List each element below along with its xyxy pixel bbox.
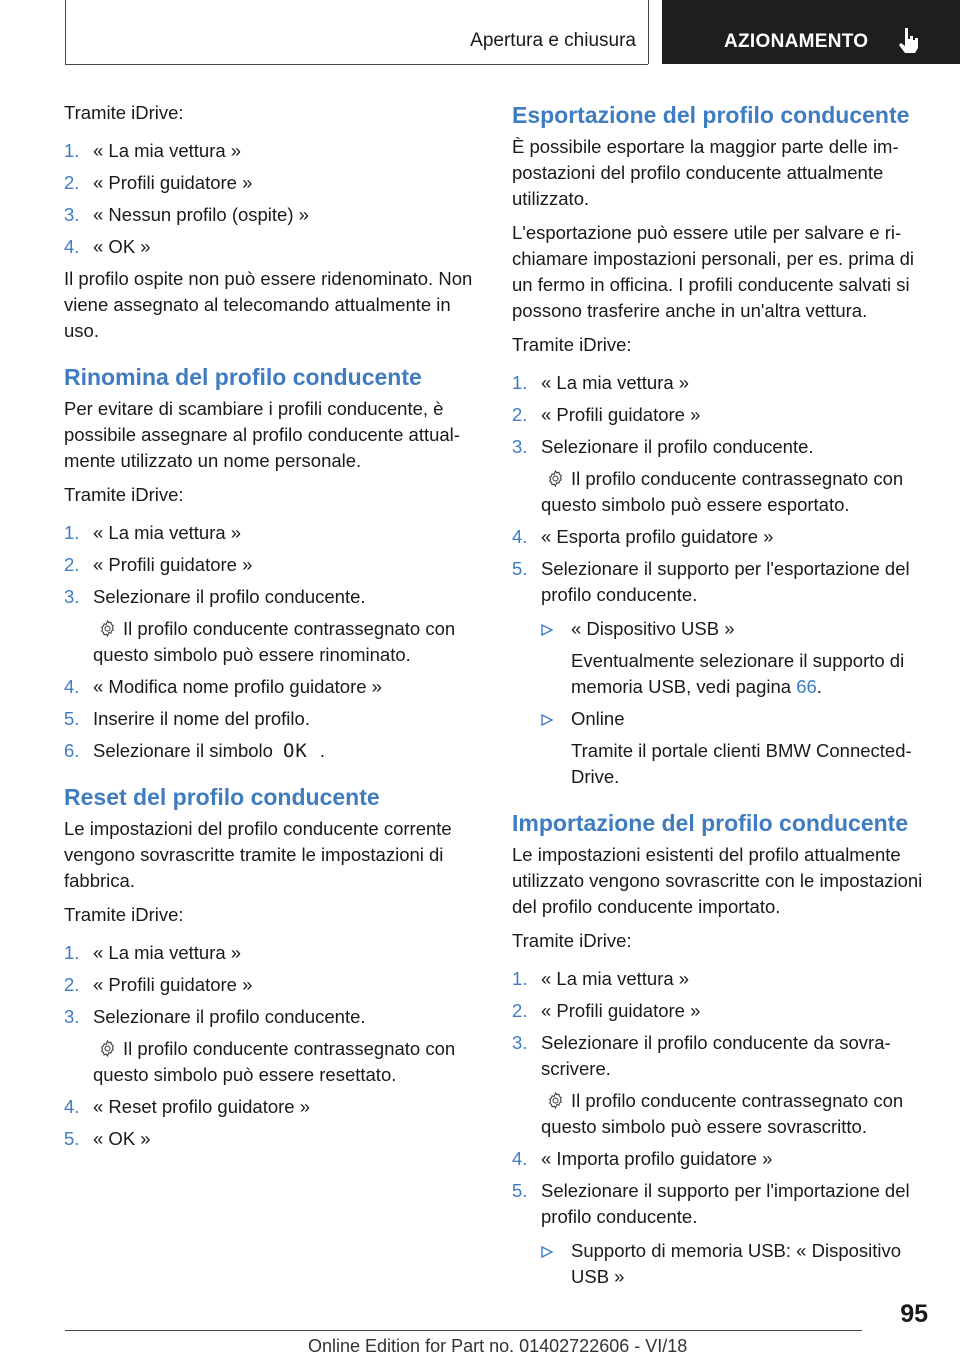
step-number: 4. — [512, 1148, 528, 1169]
list-item — [64, 138, 476, 164]
step-note-text: Il profilo conducente contrassegnato con questo simbolo può essere esportato. — [541, 468, 904, 515]
chapter-tab-label: AZIONAMENTO — [724, 31, 869, 52]
step-text: « La mia vettura » — [541, 372, 690, 393]
step-number: 5. — [64, 1128, 80, 1149]
list-item — [64, 940, 476, 966]
option-title: Supporto di memoria USB: « Dispositivo USB » — [571, 1240, 902, 1287]
section-body: Per evitare di scambiare i profili conducente, è possibile assegnare al profilo conducente attualmente utilizzato un nome personale. — [64, 398, 460, 471]
step-text: « Esporta profilo guidatore » — [541, 526, 774, 547]
step-number: 2. — [64, 554, 80, 575]
triangle-bullet-icon — [541, 1246, 553, 1258]
list-item — [512, 998, 928, 1024]
step-number: 4. — [64, 1096, 80, 1117]
list-item — [64, 1004, 476, 1088]
list-item — [64, 706, 476, 732]
option-title: « Dispositivo USB » — [571, 618, 735, 639]
step-number: 1. — [64, 942, 80, 963]
ok-symbol: OK — [282, 740, 308, 762]
list-item — [64, 170, 476, 196]
section-body-2: L'esportazione può essere utile per salvare e richiamare impostazioni personali, per es. prima di un fermo in officina. I profili conducente salvati si possono trasferire anche in un'altra vettura. — [512, 222, 915, 321]
hand-pointer-icon — [896, 26, 922, 54]
step-text: « Profili guidatore » — [93, 554, 253, 575]
step-number: 5. — [64, 708, 80, 729]
step-note — [541, 466, 928, 518]
step-text: « Profili guidatore » — [93, 974, 253, 995]
option-desc-end: . — [816, 676, 822, 697]
list-item — [512, 402, 928, 428]
step-text: Selezionare il simbolo — [93, 740, 273, 761]
step-text: Selezionare il profilo conducente da sovrascrivere. — [541, 1032, 891, 1079]
left-column — [64, 100, 476, 1158]
export-steps — [512, 370, 928, 790]
option-desc — [571, 648, 928, 700]
step-note-text: Il profilo conducente contrassegnato con questo simbolo può essere sovrascritto. — [541, 1090, 904, 1137]
gear-icon — [546, 469, 565, 488]
section-body: È possibile esportare la maggior parte delle impostazioni del profilo conducente attualmente utilizzato. — [512, 136, 899, 209]
step-note — [93, 1036, 476, 1088]
page-link[interactable]: 66 — [796, 676, 817, 697]
step-number: 4. — [64, 236, 80, 257]
step-text: Inserire il nome del profilo. — [93, 708, 310, 729]
step-text: Selezionare il profilo conducente. — [93, 1006, 366, 1027]
step-note — [541, 1088, 928, 1140]
step-number: 1. — [512, 372, 528, 393]
step-text: « OK » — [93, 236, 151, 257]
guest-note: Il profilo ospite non può essere ridenominato. Non viene assegnato al telecomando attualmente in uso. — [64, 268, 473, 341]
list-item — [64, 552, 476, 578]
section-body: Le impostazioni esistenti del profilo attualmente utilizzato vengono sovrascritte con le impostazioni del profilo conducente importato. — [512, 844, 923, 917]
step-number: 1. — [64, 140, 80, 161]
list-item — [512, 1030, 928, 1140]
step-text-end: . — [319, 740, 325, 761]
step-text: « Profili guidatore » — [541, 1000, 701, 1021]
gear-icon — [98, 1039, 117, 1058]
reset-steps — [64, 940, 476, 1152]
option-title: Online — [571, 708, 625, 729]
list-item — [512, 1178, 928, 1290]
footer-rule — [65, 1330, 862, 1331]
step-number: 1. — [512, 968, 528, 989]
step-text: « La mia vettura » — [93, 942, 242, 963]
step-text: « Reset profilo guidatore » — [93, 1096, 310, 1117]
step-text: Selezionare il profilo conducente. — [541, 436, 814, 457]
import-steps — [512, 966, 928, 1290]
list-item — [64, 520, 476, 546]
header-section-divider — [648, 0, 649, 64]
step-number: 5. — [512, 1180, 528, 1201]
list-item — [541, 616, 928, 700]
list-item — [512, 524, 928, 550]
step-text: « La mia vettura » — [541, 968, 690, 989]
step-text: Selezionare il supporto per l'importazione del profilo conducente. — [541, 1180, 910, 1227]
option-desc-text: Eventualmente selezionare il supporto di memoria USB, vedi pagina — [571, 650, 905, 697]
section-heading: Rinomina del profilo conducente — [64, 364, 422, 390]
list-item — [512, 434, 928, 518]
section-heading: Importazione del profilo conducente — [512, 810, 909, 836]
step-number: 3. — [64, 204, 80, 225]
step-number: 4. — [512, 526, 528, 547]
step-number: 5. — [512, 558, 528, 579]
step-number: 1. — [64, 522, 80, 543]
header-left-rule — [65, 0, 66, 64]
export-options — [541, 616, 928, 790]
step-text: « Profili guidatore » — [541, 404, 701, 425]
section-heading: Esportazione del profilo conducente — [512, 102, 910, 128]
list-item — [541, 1238, 928, 1290]
step-number: 6. — [64, 740, 80, 761]
step-text: « Importa profilo guidatore » — [541, 1148, 773, 1169]
idrive-label: Tramite iDrive: — [512, 334, 632, 355]
step-number: 3. — [64, 1006, 80, 1027]
step-text: « Nessun profilo (ospite) » — [93, 204, 309, 225]
intro-label: Tramite iDrive: — [64, 102, 184, 123]
import-options — [541, 1238, 928, 1290]
step-note-text: Il profilo conducente contrassegnato con questo simbolo può essere rinominato. — [93, 618, 456, 665]
idrive-label: Tramite iDrive: — [512, 930, 632, 951]
list-item — [64, 738, 476, 764]
step-number: 2. — [64, 172, 80, 193]
list-item — [64, 972, 476, 998]
list-item — [64, 234, 476, 260]
section-heading: Reset del profilo conducente — [64, 784, 380, 810]
rename-steps — [64, 520, 476, 764]
chapter-tab — [662, 0, 960, 64]
step-number: 3. — [512, 1032, 528, 1053]
intro-steps — [64, 138, 476, 260]
list-item — [512, 556, 928, 790]
step-number: 3. — [64, 586, 80, 607]
list-item — [512, 370, 928, 396]
triangle-bullet-icon — [541, 714, 553, 726]
right-column — [512, 100, 928, 1296]
step-text: Selezionare il profilo conducente. — [93, 586, 366, 607]
step-text: « La mia vettura » — [93, 140, 242, 161]
list-item — [64, 202, 476, 228]
list-item — [64, 1094, 476, 1120]
section-body: Le impostazioni del profilo conducente corrente vengono sovrascritte tramite le impostazioni di fabbrica. — [64, 818, 452, 891]
list-item — [64, 1126, 476, 1152]
list-item — [64, 584, 476, 668]
list-item — [512, 966, 928, 992]
step-number: 2. — [512, 404, 528, 425]
option-desc: Tramite il portale clienti BMW ConnectedDrive. — [571, 740, 912, 787]
step-text: « Profili guidatore » — [93, 172, 253, 193]
step-number: 4. — [64, 676, 80, 697]
edition-note: Online Edition for Part no. 01402722606 - VI/18 — [308, 1336, 688, 1356]
idrive-label: Tramite iDrive: — [64, 484, 184, 505]
section-title: Apertura e chiusura — [470, 30, 636, 51]
gear-icon — [546, 1091, 565, 1110]
header-bottom-rule — [65, 64, 648, 65]
page-number: 95 — [900, 1300, 928, 1328]
step-number: 2. — [512, 1000, 528, 1021]
step-number: 3. — [512, 436, 528, 457]
step-text: « La mia vettura » — [93, 522, 242, 543]
triangle-bullet-icon — [541, 624, 553, 636]
idrive-label: Tramite iDrive: — [64, 904, 184, 925]
step-note — [93, 616, 476, 668]
gear-icon — [98, 619, 117, 638]
list-item — [64, 674, 476, 700]
list-item — [541, 706, 928, 790]
step-text: Selezionare il supporto per l'esportazione del profilo conducente. — [541, 558, 910, 605]
step-number: 2. — [64, 974, 80, 995]
step-text: « OK » — [93, 1128, 151, 1149]
step-text: « Modifica nome profilo guidatore » — [93, 676, 382, 697]
step-note-text: Il profilo conducente contrassegnato con questo simbolo può essere resettato. — [93, 1038, 456, 1085]
list-item — [512, 1146, 928, 1172]
